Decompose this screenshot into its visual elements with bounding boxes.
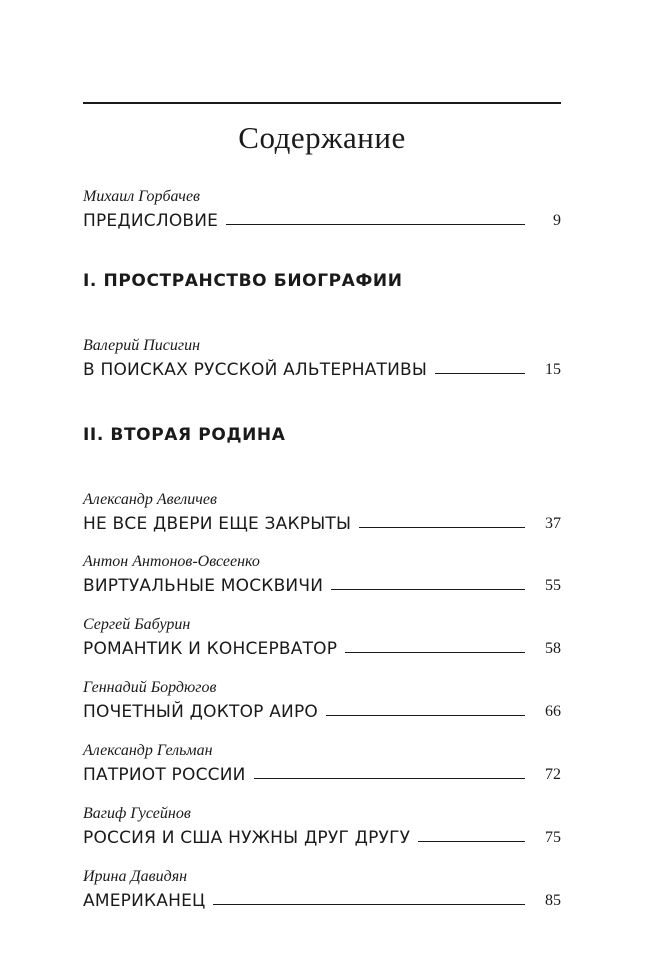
entry-author: Сергей Бабурин <box>83 616 191 633</box>
entry-title: В ПОИСКАХ РУССКОЙ АЛЬТЕРНАТИВЫ <box>83 360 428 380</box>
toc-entry[interactable] <box>83 491 561 535</box>
dot-leader <box>226 223 525 225</box>
dot-leader <box>359 526 525 528</box>
entry-page-number: 58 <box>545 640 561 657</box>
entry-author: Валерий Писигин <box>83 337 201 354</box>
toc-entry[interactable] <box>83 868 561 912</box>
entry-author: Ирина Давидян <box>83 868 188 885</box>
dot-leader <box>435 372 525 374</box>
entry-page-number: 55 <box>545 577 561 594</box>
section-heading-1: I. ПРОСТРАНСТВО БИОГРАФИИ <box>83 271 403 291</box>
entry-title: РОССИЯ И США НУЖНЫ ДРУГ ДРУГУ <box>83 828 411 848</box>
entry-title: ВИРТУАЛЬНЫЕ МОСКВИЧИ <box>83 576 324 596</box>
dot-leader <box>254 777 525 779</box>
toc-entry[interactable] <box>83 337 561 381</box>
entry-page-number: 85 <box>545 892 561 909</box>
entry-page-number: 15 <box>545 361 561 378</box>
toc-entry[interactable] <box>83 679 561 723</box>
top-rule <box>83 102 561 104</box>
entry-author: Геннадий Бордюгов <box>83 679 217 696</box>
entry-author: Михаил Горбачев <box>83 188 200 205</box>
page-title: Содержание <box>238 120 406 155</box>
toc-entry-preface[interactable] <box>83 188 561 232</box>
toc-page <box>83 0 561 975</box>
entry-author: Вагиф Гусейнов <box>83 805 191 822</box>
dot-leader <box>345 651 525 653</box>
dot-leader <box>418 840 525 842</box>
entry-page-number: 75 <box>545 829 561 846</box>
dot-leader <box>326 714 525 716</box>
entry-title: ПАТРИОТ РОССИИ <box>83 765 246 785</box>
toc-entry[interactable] <box>83 805 561 849</box>
entry-author: Антон Антонов-Овсеенко <box>83 553 260 570</box>
toc-entry[interactable] <box>83 616 561 660</box>
entry-title: РОМАНТИК И КОНСЕРВАТОР <box>83 639 338 659</box>
entry-page-number: 37 <box>545 515 561 532</box>
entry-title: ПРЕДИСЛОВИЕ <box>83 211 219 231</box>
dot-leader <box>331 588 525 590</box>
entry-author: Александр Гельман <box>83 742 213 759</box>
entry-title: АМЕРИКАНЕЦ <box>83 891 206 911</box>
entry-page-number: 9 <box>553 212 561 229</box>
entry-page-number: 72 <box>545 766 561 783</box>
section-heading-2: II. ВТОРАЯ РОДИНА <box>83 425 286 445</box>
dot-leader <box>213 903 525 905</box>
entry-page-number: 66 <box>545 703 561 720</box>
toc-entry[interactable] <box>83 553 561 597</box>
entry-title: НЕ ВСЕ ДВЕРИ ЕЩЕ ЗАКРЫТЫ <box>83 514 352 534</box>
entry-title: ПОЧЕТНЫЙ ДОКТОР АИРО <box>83 702 318 722</box>
entry-author: Александр Авеличев <box>83 491 217 508</box>
toc-entry[interactable] <box>83 742 561 786</box>
